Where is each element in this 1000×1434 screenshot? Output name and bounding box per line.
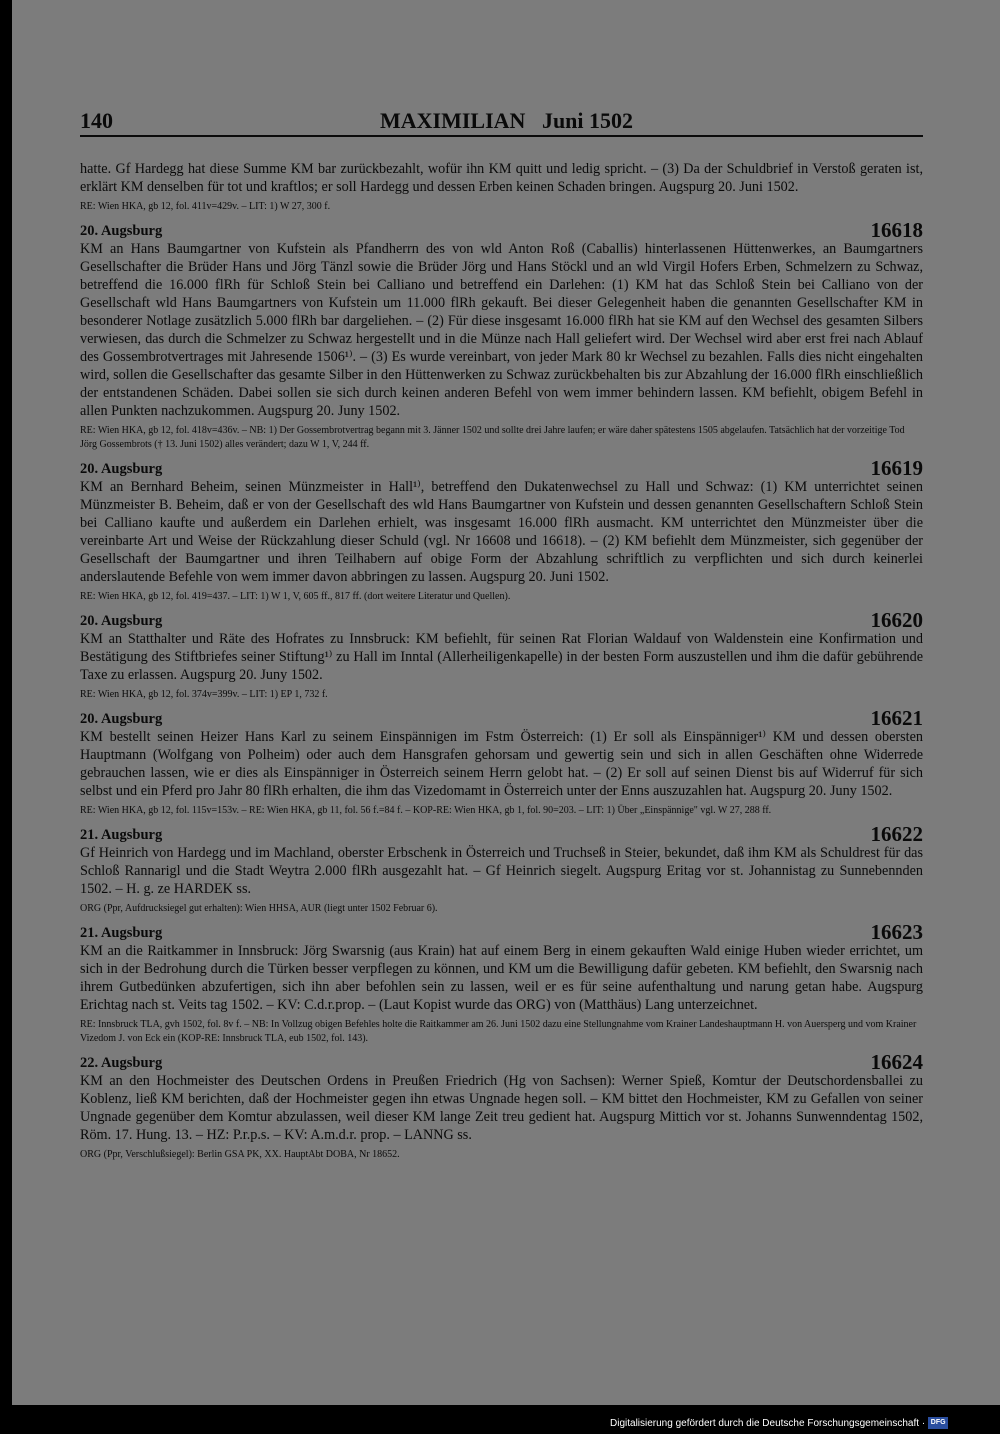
entry	[80, 1052, 923, 1162]
entry-header	[80, 922, 923, 942]
entry-date: 21. Augsburg	[80, 827, 163, 843]
entry-header	[80, 610, 923, 630]
header-rule	[80, 135, 923, 137]
entry	[80, 458, 923, 604]
entry-header	[80, 708, 923, 728]
body-text	[80, 160, 923, 1168]
entry-text: KM an Statthalter und Räte des Hofrates zu Innsbruck: KM befiehlt, für seinen Rat Florian Waldauf von Waldenstein eine Konfirmation und Bestätigung des Stiftbriefes seiner Stiftung¹⁾ zu Hall im Inntal (Allerheiligenkapelle) in der besten Form auszustellen und ihm die dafür gebührende Taxe zu erlassen. Augspurg 20. Juny 1502.	[80, 631, 923, 683]
entry-header	[80, 220, 923, 240]
entry-date: 21. Augsburg	[80, 925, 163, 941]
page-number: 140	[80, 108, 113, 133]
entry-number: 16622	[870, 822, 923, 846]
entry-number: 16620	[870, 608, 923, 632]
entry-number: 16621	[870, 706, 923, 730]
funding-text: Digitalisierung gefördert durch die Deutsche Forschungsgemeinschaft ·	[610, 1417, 926, 1429]
entry-text: KM bestellt seinen Heizer Hans Karl zu seinem Einspännigen im Fstm Österreich: (1) Er soll als Einspänniger¹⁾ KM und dessen obersten Hauptmann (Wolfgang von Polheim) oder auch dem Hansgrafen gehorsam und gewertig sein und sich in allen Geschäften ohne Widerrede gebrauchen lassen, wie er dies als Einspänniger in Österreich seinem Herrn gelobt hat. – (2) Er soll auf seinen Dienst bis auf Widerruf für sich selbst und ein Pferd pro Jahr 80 flRh erhalten, die ihm das Vizedomamt in Österreich unter der Enns auszuzahlen hat. Augspurg 20. Juny 1502.	[80, 729, 923, 799]
entry-header	[80, 1052, 923, 1072]
entry-source: ORG (Ppr, Verschlußsiegel): Berlin GSA PK, XX. HauptAbt DOBA, Nr 18652.	[80, 1149, 400, 1160]
entry-source: RE: Wien HKA, gb 12, fol. 115v=153v. – RE: Wien HKA, gb 11, fol. 56 f.=84 f. – KOP-RE: Wien HKA, gb 1, fol. 90=203. – LIT: 1) Über „Einspännige" vgl. W 27, 288 ff.	[80, 805, 772, 816]
entry	[80, 220, 923, 452]
entry-source: ORG (Ppr, Aufdrucksiegel gut erhalten): Wien HHSA, AUR (liegt unter 1502 Februar 6).	[80, 903, 438, 914]
entry-text: Gf Heinrich von Hardegg und im Machland, oberster Erbschenk in Österreich und Truchseß in Steier, bekundet, daß ihm KM als Schuldrest für das Schloß Rannarigl und die Stadt Weytra 2.000 flRh ausgezahlt hat. – Gf Heinrich siegelt. Augspurg Eritag vor st. Johannistag zu Sunnebennden 1502. – H. g. ze HARDEK ss.	[80, 845, 923, 897]
entry-text: KM an Hans Baumgartner von Kufstein als Pfandherrn des von wld Anton Roß (Caballis) hinterlassenen Hüttenwerkes, an Baumgartners Gesellschafter die Brüder Hans und Jörg Tänzl sowie die Brüder Jörg und Hans Stöckl und an wld Virgil Hofers Erben, Schmelzern zu Schwaz, betreffend die 16.000 flRh für Schloß Stein bei Calliano und betreffend ein Darlehen: (1) KM hat das Schloß Stein bei Calliano von der Gesellschaft wld Hans Baumgartners von Kufstein um 11.000 flRh gekauft. Bei dieser Gelegenheit haben die genannten Gesellschafter KM in besonderer Notlage zusätzlich 5.000 flRh bar dargeliehen. – (2) Für diese insgesamt 16.000 flRh hat sie KM auf den Wechsel des gesamten Silbers verwiesen, das durch die Schmelzer zu Schwaz hergestellt und in die Münze nach Hall geliefert wird. Der Wechsel wird aber erst frei nach Ablauf des Gossembrotvertrages mit Jahresende 1506¹⁾. – (3) Es wurde vereinbart, von jeder Mark 80 kr Wechsel zu bezahlen. Falls dies nicht eingehalten wird, sollen die Gesellschafter das gesamte Silber in den Hüttenwerken zu Schwaz zurückbehalten bis zur Abzahlung der 16.000 flRh einschließlich der entstandenen Schäden. Dabei sollen sie sich durch keinen anderen Befehl von wem immer behindern lassen. KM befiehlt, obigem Befehl in allen Punkten nachzukommen. Augspurg 20. Juny 1502.	[80, 241, 923, 419]
entry-number: 16624	[870, 1050, 923, 1074]
entry-date: 20. Augsburg	[80, 711, 163, 727]
entry-number: 16623	[870, 920, 923, 944]
entry-text: KM an Bernhard Beheim, seinen Münzmeister in Hall¹⁾, betreffend den Dukatenwechsel zu Hall und Schwaz: (1) KM unterrichtet seinen Münzmeister B. Beheim, daß er von der Gesellschaft des wld Hans Baumgartner von Kufstein und dessen genannten Gesellschaftern Schloß Stein bei Calliano kaufte und außerdem ein Darlehen erhielt, was insgesamt 16.000 flRh ausmacht. KM unterrichtet den Münzmeister über die vereinbarte Art und Weise der Rückzahlung dieser Schuld (vgl. Nr 16608 und 16618). – (2) KM befiehlt dem Münzmeister, sich gegenüber der Gesellschaft der Baumgartner und ihren Teilhabern auf obige Form der Abzahlung schriftlich zu verpflichten und sich durch keinerlei anderslautende Befehle von wem immer davon abbringen zu lassen. Augspurg 20. Juni 1502.	[80, 479, 923, 585]
entry-date: 22. Augsburg	[80, 1055, 163, 1071]
entry-date: 20. Augsburg	[80, 613, 163, 629]
entry-header	[80, 824, 923, 844]
funding-footer	[610, 1414, 948, 1432]
intro-text: hatte. Gf Hardegg hat diese Summe KM bar zurückbezahlt, wofür ihn KM quitt und ledig spricht. – (3) Da der Schuldbrief in Verstoß geraten ist, erklärt KM denselben für tot und kraftlos; er soll Hardegg und dessen Erben keinen Schaden bringen. Augspurg 20. Juni 1502.	[80, 161, 923, 195]
page-header	[80, 0, 923, 150]
intro-source: RE: Wien HKA, gb 12, fol. 411v=429v. – LIT: 1) W 27, 300 f.	[80, 201, 331, 212]
entry-number: 16618	[870, 218, 923, 242]
entry	[80, 610, 923, 702]
entry-text: KM an den Hochmeister des Deutschen Ordens in Preußen Friedrich (Hg von Sachsen): Werner Spieß, Komtur der Deutschordensballei zu Koblenz, ließ KM berichten, daß der Hochmeister gegen ihn etwas Ungnade hegen soll. – KM bittet den Hochmeister, KM zu Gefallen von seiner Ungnade gegenüber dem Komtur abzulassen, weil dieser KM lange Zeit treu gedient hat. Augspurg Mittich vor st. Johanns Sunwenndentag 1502, Röm. 17. Hung. 13. – HZ: P.r.p.s. – KV: A.m.d.r. prop. – LANNG ss.	[80, 1073, 923, 1143]
entry	[80, 708, 923, 818]
entry-source: RE: Wien HKA, gb 12, fol. 418v=436v. – NB: 1) Der Gossembrotvertrag begann mit 3. Jänner 1502 und sollte drei Jahre laufen; er wäre daher spätestens 1505 abgelaufen. Tatsächlich hat der vorzeitige Tod Jörg Gossembrots († 13. Juni 1502) alles verändert; dazu W 1, V, 244 ff.	[80, 425, 905, 450]
entry	[80, 922, 923, 1046]
entry-header	[80, 458, 923, 478]
running-title: MAXIMILIAN Juni 1502	[380, 108, 634, 133]
entry-text: KM an die Raitkammer in Innsbruck: Jörg Swarsnig (aus Krain) hat auf einem Berg in einem gekauften Wald einige Huben wieder errichtet, um sich in der Bedrohung durch die Türken besser verpflegen zu können, und KM um die Bewilligung dafür gebeten. KM befiehlt, den Swarsnig nach ihrem Gutbedünken abzufertigen, sich ihn aber befohlen sein zu lassen, weil er es für seine aufenthaltung und narung getan habe. Augspurg Erichtag nach st. Veits tag 1502. – KV: C.d.r.prop. – (Laut Kopist wurde das ORG) von (Matthäus) Lang unterzeichnet.	[80, 943, 923, 1013]
entry-date: 20. Augsburg	[80, 461, 163, 477]
entry-source: RE: Innsbruck TLA, gvh 1502, fol. 8v f. – NB: In Vollzug obigen Befehles holte die Raitkammer am 26. Juni 1502 dazu eine Stellungnahme vom Krainer Landeshauptmann H. von Auersperg und vom Krainer Vizedom J. von Eck ein (KOP-RE: Innsbruck TLA, eub 1502, fol. 143).	[80, 1019, 917, 1044]
entry	[80, 824, 923, 916]
entry-date: 20. Augsburg	[80, 223, 163, 239]
entry-source: RE: Wien HKA, gb 12, fol. 374v=399v. – LIT: 1) EP 1, 732 f.	[80, 689, 328, 700]
entry-number: 16619	[870, 456, 923, 480]
entry-source: RE: Wien HKA, gb 12, fol. 419=437. – LIT: 1) W 1, V, 605 ff., 817 ff. (dort weitere Literatur und Quellen).	[80, 591, 511, 602]
document-page	[80, 0, 923, 1160]
dfg-logo-icon: DFG	[928, 1417, 948, 1429]
